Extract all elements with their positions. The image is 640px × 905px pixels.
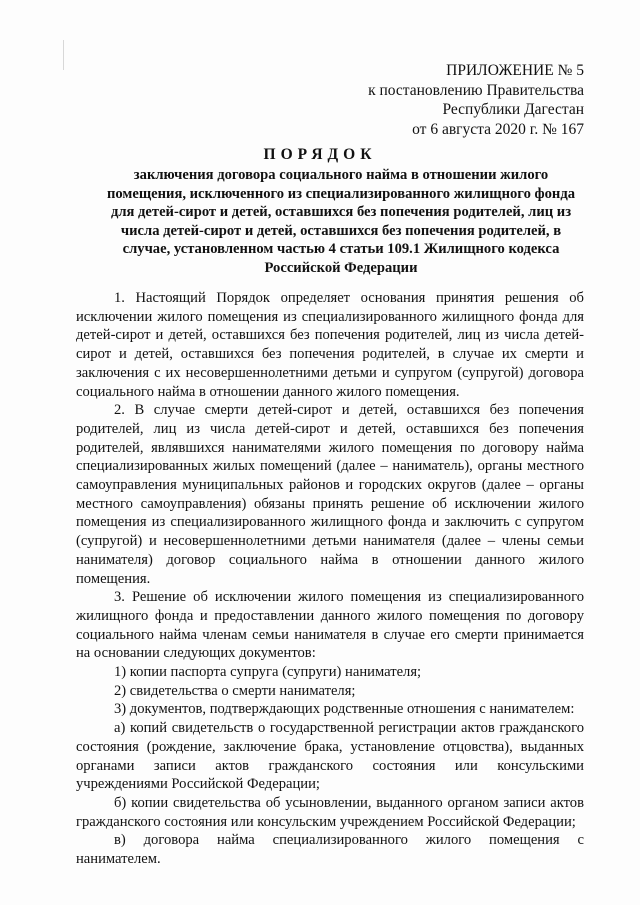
list-item: 1) копии паспорта супруга (супруги) нанимателя; bbox=[114, 664, 422, 681]
document-subtitle: заключения договора социального найма в отношении жилого помещения, исключенного из специализированного жилищного фонда для детей-сирот и детей, оставшихся без попечения родителей, лиц из числа детей-сирот и детей, оставшихся без попечения родителей, в случае, установленном частью 4 статьи 109.1 Жилищного кодекса Российской Федерации bbox=[106, 167, 575, 276]
document-body bbox=[76, 289, 584, 869]
sub-list-item: а) копий свидетельств о государственной регистрации актов гражданского состояния (рождение, заключение брака, установление отцовства), выданных органами записи актов гражданского состояния или консульскими учреждениями Российской Федерации; bbox=[76, 720, 584, 793]
scan-artifact-line bbox=[63, 40, 64, 70]
appendix-label: ПРИЛОЖЕНИЕ № 5 bbox=[446, 62, 584, 79]
paragraph-2: 2. В случае смерти детей-сирот и детей, оставшихся без попечения родителей, лиц из числа детей-сирот и детей, оставшихся без попечения родителей, являвшихся нанимателями жилого помещения по договору найма специализированных жилых помещений (далее – наниматель), органы местного самоуправления муниципальных районов и городских округов (далее – органы местного самоуправления) обязаны принять решение об исключении жилого помещения из специализированного жилищного фонда и заключить с супругом (супругой) и несовершеннолетними детьми нанимателя (далее – члены семьи нанимателя) договор социального найма в отношении данного жилого помещения. bbox=[76, 402, 584, 587]
appendix-region: Республики Дагестан bbox=[442, 101, 584, 118]
list-item: 2) свидетельства о смерти нанимателя; bbox=[114, 682, 356, 699]
appendix-date: от 6 августа 2020 г. № 167 bbox=[412, 120, 584, 138]
appendix-header bbox=[368, 61, 584, 139]
paragraph-1: 1. Настоящий Порядок определяет основания принятия решения об исключении жилого помещения из специализированного жилищного фонда для детей-сирот и детей, оставшихся без попечения родителей, лиц из числа детей-сирот и детей, оставшихся без попечения родителей, в случае их смерти и заключения с их несовершеннолетними детьми и супругом (супругой) договора социального найма в отношении данного жилого помещения. bbox=[76, 290, 584, 400]
paragraph-3: 3. Решение об исключении жилого помещения из специализированного жилищного фонда и предоставлении данного жилого помещения по договору социального найма членам семьи нанимателя в случае его смерти принимается на основании следующих документов: bbox=[76, 589, 584, 662]
list-item: 3) документов, подтверждающих родственные отношения с нанимателем: bbox=[114, 701, 575, 718]
sub-list-item: в) договора найма специализированного жилого помещения с нанимателем. bbox=[76, 832, 584, 868]
sub-list-item: б) копии свидетельства об усыновлении, выданного органом записи актов гражданского состояния или консульским учреждением Российской Федерации; bbox=[76, 794, 584, 830]
document-title: ПОРЯДОК bbox=[263, 146, 377, 163]
appendix-reference: к постановлению Правительства bbox=[368, 81, 584, 99]
